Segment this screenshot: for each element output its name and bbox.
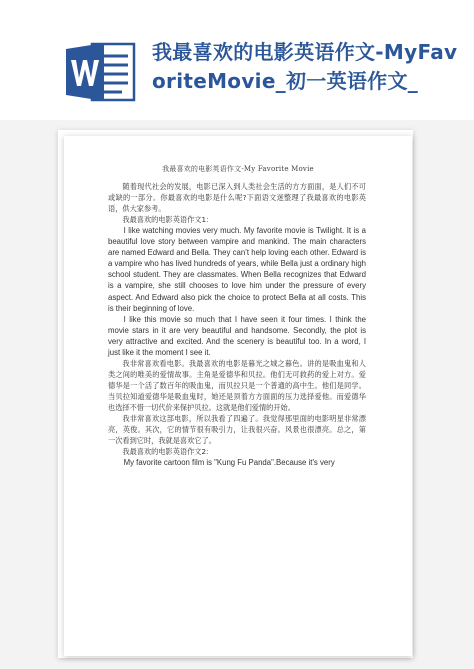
paragraph-english-2: I like this movie so much that I have seen it four times. I think the movie stars in it are very beautiful and handsome. Secondly, the plot is very attractive and excited. And the scenery is beautiful too. In a word, I just like it the moment I see it. [108, 314, 366, 358]
subheading-essay-2: 我最喜欢的电影英语作文2： [122, 447, 214, 457]
page-heading: 我最喜欢的电影英语作文-My Favorite Movie [162, 165, 314, 173]
document-page [64, 136, 412, 656]
word-doc-icon [66, 40, 136, 104]
subheading-essay-1: 我最喜欢的电影英语作文1： [122, 215, 214, 224]
paragraph-english-1: I like watching movies very much. My favorite movie is Twilight. It is a beautiful love story between vampire and mankind. The main characters are named Edward and Bella. They can’t help loving each other. Edward is a vampire who has lived hundreds of years, while Bella just a ordinary high school student. They are classmates. When Bella recognizes that Edward is a vampire, she still chooses to love him under the pressure of every aspect. And Edward also pick the choice to protect Bella at all costs. This is their beginning of love. [108, 226, 366, 313]
page-body [108, 181, 366, 468]
document-header [0, 0, 474, 120]
document-title: 我最喜欢的电影英语作文-MyFavoriteMovie_初一英语作文_ [152, 40, 458, 93]
paragraph-intro: 随着现代社会的发展，电影已深入到人类社会生活的方方面面，是人们不可或缺的一部分。你最喜欢的电影是什么呢?下面语文迷整理了我最喜欢的电影英语，供大家参考。 [108, 182, 366, 213]
paragraph-chinese-1: 我非常喜欢看电影。我最喜欢的电影是暮光之城之暮色。讲的是吸血鬼和人类之间的唯美的爱情故事。主角是爱德华和贝拉。他们无可救药的爱上对方。爱德华是一个活了数百年的吸血鬼，而贝拉只是一个普通的高中生。他们是同学。当贝拉知道爱德华是吸血鬼时，她还是顶着方方面面的压力选择爱他。而爱德华也选择不惜一切代价来保护贝拉。这就是他们爱情的开始。 [108, 359, 366, 413]
paragraph-english-3: My favorite cartoon film is "Kung Fu Panda".Because it's very [123, 458, 335, 468]
paragraph-chinese-2: 我非常喜欢这部电影，所以我看了四遍了。我觉得那里面的电影明星非常漂亮，英俊。其次，它的情节很有吸引力，让我很兴奋。风景也很漂亮。总之，第一次看到它时，我就是喜欢它了。 [108, 414, 366, 446]
